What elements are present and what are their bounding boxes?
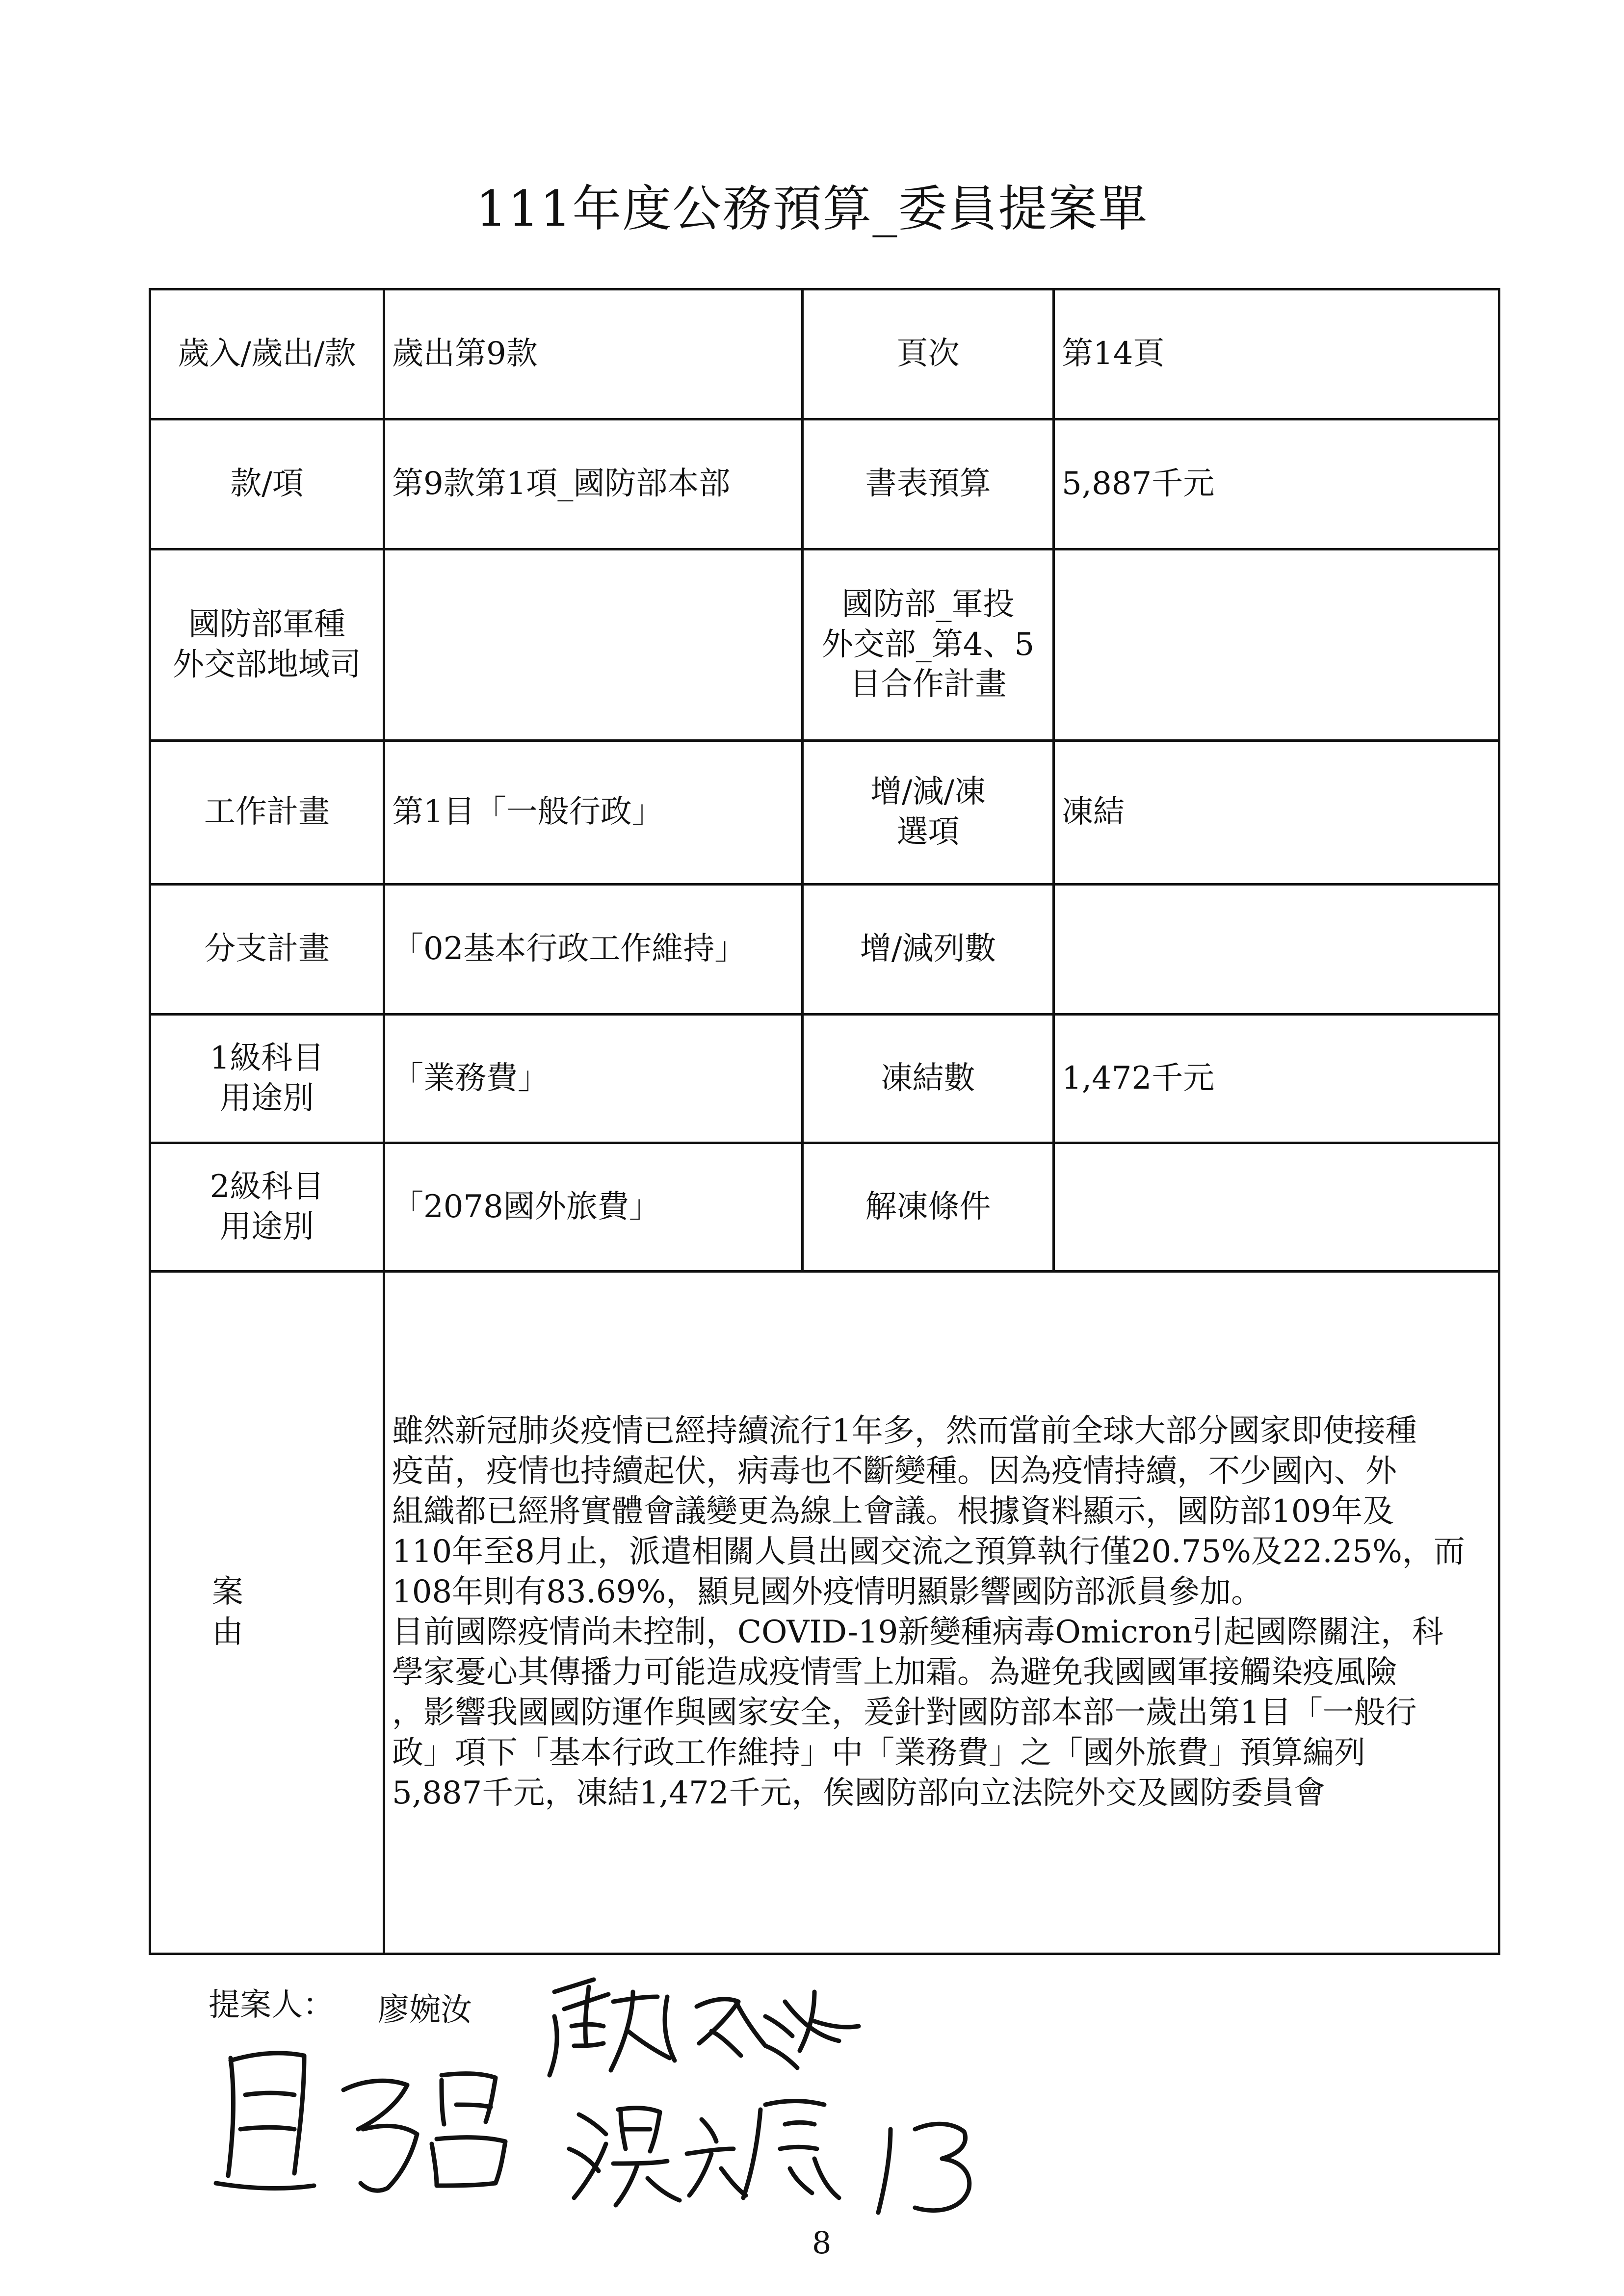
field-value: 凍結 [1054, 741, 1499, 885]
field-label: 國防部軍種 外交部地域司 [150, 549, 384, 741]
field-value: 「02基本行政工作維持」 [384, 885, 803, 1015]
field-label: 1級科目 用途別 [150, 1015, 384, 1143]
page-number: 8 [812, 2225, 832, 2261]
field-label: 款/項 [150, 419, 384, 549]
reason-line: 雖然新冠肺炎疫情已經持續流行1年多，然而當前全球大部分國家即使接種 [392, 1413, 1417, 1450]
field-value: 第1目「一般行政」 [384, 741, 803, 885]
reason-label: 案由 [150, 1272, 384, 1954]
reason-line: 110年至8月止，派遣相關人員出國交流之預算執行僅20.75%及22.25%，而 [392, 1534, 1465, 1570]
proposer-label: 提案人： [209, 1987, 334, 2023]
field-value: 1,472千元 [1054, 1015, 1499, 1143]
field-label: 2級科目 用途別 [150, 1143, 384, 1272]
handwritten-number-13 [878, 2124, 969, 2213]
reason-line: 目前國際疫情尚未控制，COVID-19新變種病毒Omicron引起國際關注，科 [392, 1614, 1444, 1650]
reason-line: 政」項下「基本行政工作維持」中「業務費」之「國外旅費」預算編列 [392, 1734, 1365, 1771]
proposer-name: 廖婉汝 [378, 1992, 472, 2028]
field-label: 工作計畫 [150, 741, 384, 885]
field-value: 第14頁 [1054, 289, 1499, 419]
page-title: 111年度公務預算_委員提案單 [475, 180, 1149, 237]
field-label: 頁次 [803, 289, 1054, 419]
reason-line: ，影響我國國防運作與國家安全，爰針對國防部本部一歲出第1目「一般行 [392, 1694, 1417, 1731]
field-value: 5,887千元 [1054, 419, 1499, 549]
reason-line: 疫苗，疫情也持續起伏，病毒也不斷變種。因為疫情持續，不少國內、外 [392, 1453, 1397, 1490]
reason-line: 學家憂心其傳播力可能造成疫情雪上加霜。為避免我國國軍接觸染疫風險 [392, 1654, 1397, 1691]
field-label: 國防部_軍投 外交部_第4、5 目合作計畫 [803, 549, 1054, 741]
field-value: 「業務費」 [384, 1015, 803, 1143]
field-label: 書表預算 [803, 419, 1054, 549]
field-label: 增/減列數 [803, 885, 1054, 1015]
field-label: 解凍條件 [803, 1143, 1054, 1272]
reason-line: 組織都已經將實體會議變更為線上會議。根據資料顯示，國防部109年及 [392, 1493, 1394, 1530]
signature-1 [550, 1980, 859, 2075]
field-label: 歲入/歲出/款 [150, 289, 384, 419]
signature-2 [216, 2053, 505, 2191]
signature-3 [569, 2101, 839, 2206]
reason-line: 5,887千元，凍結1,472千元，俟國防部向立法院外交及國防委員會 [392, 1774, 1326, 1811]
field-label: 增/減/凍 選項 [803, 741, 1054, 885]
field-label: 分支計畫 [150, 885, 384, 1015]
reason-line: 108年則有83.69%，顯見國外疫情明顯影響國防部派員參加。 [392, 1574, 1263, 1611]
field-value: 第9款第1項_國防部本部 [384, 419, 803, 549]
field-value: 「2078國外旅費」 [384, 1143, 803, 1272]
field-label: 凍結數 [803, 1015, 1054, 1143]
field-value: 歲出第9款 [384, 289, 803, 419]
